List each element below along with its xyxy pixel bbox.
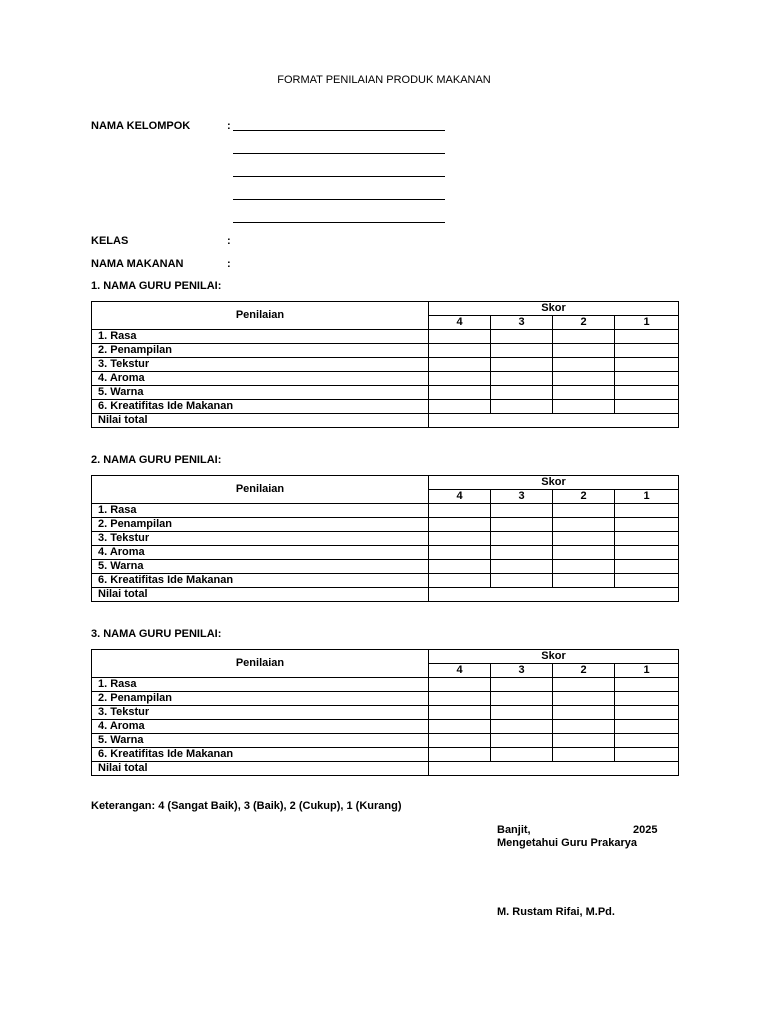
criterion-label: 6. Kreatifitas Ide Makanan xyxy=(92,574,429,588)
score-cell[interactable] xyxy=(615,546,679,560)
criterion-label: 2. Penampilan xyxy=(92,344,429,358)
score-cell[interactable] xyxy=(491,504,553,518)
score-cell[interactable] xyxy=(615,504,679,518)
score-cell[interactable] xyxy=(429,532,491,546)
score-cell[interactable] xyxy=(615,518,679,532)
score-cell[interactable] xyxy=(615,330,679,344)
criterion-label: 6. Kreatifitas Ide Makanan xyxy=(92,748,429,762)
score-cell[interactable] xyxy=(553,358,615,372)
score-cell[interactable] xyxy=(429,518,491,532)
score-cell[interactable] xyxy=(615,574,679,588)
total-row xyxy=(92,762,679,776)
score-cell[interactable] xyxy=(429,400,491,414)
table-row xyxy=(92,546,679,560)
table-row xyxy=(92,518,679,532)
score-4-header: 4 xyxy=(429,490,491,504)
score-cell[interactable] xyxy=(491,372,553,386)
score-cell[interactable] xyxy=(429,372,491,386)
criterion-label: 1. Rasa xyxy=(92,678,429,692)
criterion-label: 3. Tekstur xyxy=(92,706,429,720)
table-row xyxy=(92,504,679,518)
nama-kelompok-colon: : xyxy=(227,120,231,132)
criterion-label: 4. Aroma xyxy=(92,372,429,386)
score-cell[interactable] xyxy=(491,734,553,748)
nama-kelompok-line-3[interactable] xyxy=(233,176,445,177)
score-cell[interactable] xyxy=(429,706,491,720)
score-cell[interactable] xyxy=(491,358,553,372)
skor-header: Skor xyxy=(429,650,679,664)
table-row xyxy=(92,372,679,386)
score-cell[interactable] xyxy=(491,720,553,734)
score-cell[interactable] xyxy=(615,692,679,706)
section-3-heading: 3. NAMA GURU PENILAI: xyxy=(91,628,222,640)
criterion-label: 3. Tekstur xyxy=(92,358,429,372)
criterion-label: 5. Warna xyxy=(92,386,429,400)
criterion-label: 4. Aroma xyxy=(92,720,429,734)
score-cell[interactable] xyxy=(491,330,553,344)
table-row xyxy=(92,560,679,574)
nama-kelompok-line-4[interactable] xyxy=(233,199,445,200)
score-cell[interactable] xyxy=(615,344,679,358)
score-1-header: 1 xyxy=(615,664,679,678)
signature-role: Mengetahui Guru Prakarya xyxy=(497,837,637,849)
score-cell[interactable] xyxy=(429,330,491,344)
score-cell[interactable] xyxy=(429,358,491,372)
signature-name: M. Rustam Rifai, M.Pd. xyxy=(497,906,615,918)
score-cell[interactable] xyxy=(615,386,679,400)
score-cell[interactable] xyxy=(491,344,553,358)
criterion-label: 1. Rasa xyxy=(92,504,429,518)
penilaian-header: Penilaian xyxy=(92,476,429,504)
skor-header: Skor xyxy=(429,302,679,316)
score-cell[interactable] xyxy=(553,734,615,748)
score-cell[interactable] xyxy=(615,678,679,692)
score-3-header: 3 xyxy=(491,490,553,504)
total-row xyxy=(92,588,679,602)
signature-year: 2025 xyxy=(633,824,658,836)
score-1-header: 1 xyxy=(615,316,679,330)
nama-makanan-label: NAMA MAKANAN xyxy=(91,258,184,270)
score-cell[interactable] xyxy=(553,560,615,574)
score-cell[interactable] xyxy=(429,560,491,574)
keterangan-note: Keterangan: 4 (Sangat Baik), 3 (Baik), 2 (Cukup), 1 (Kurang) xyxy=(91,800,402,812)
total-row xyxy=(92,414,679,428)
total-cell[interactable] xyxy=(429,414,679,428)
signature-place: Banjit, xyxy=(497,824,531,836)
score-cell[interactable] xyxy=(553,678,615,692)
score-table-3 xyxy=(91,649,679,776)
document-title: FORMAT PENILAIAN PRODUK MAKANAN xyxy=(277,74,491,86)
score-cell[interactable] xyxy=(491,748,553,762)
nama-makanan-colon: : xyxy=(227,258,231,270)
table-row xyxy=(92,532,679,546)
kelas-label: KELAS xyxy=(91,235,129,247)
table-row xyxy=(92,386,679,400)
score-cell[interactable] xyxy=(491,532,553,546)
total-label: Nilai total xyxy=(92,588,429,602)
nama-kelompok-line-2[interactable] xyxy=(233,153,445,154)
score-cell[interactable] xyxy=(553,692,615,706)
score-cell[interactable] xyxy=(491,518,553,532)
total-cell[interactable] xyxy=(429,588,679,602)
table-row xyxy=(92,358,679,372)
score-cell[interactable] xyxy=(553,720,615,734)
score-cell[interactable] xyxy=(553,532,615,546)
table-row xyxy=(92,706,679,720)
table-row xyxy=(92,344,679,358)
score-cell[interactable] xyxy=(491,678,553,692)
criterion-label: 3. Tekstur xyxy=(92,532,429,546)
score-cell[interactable] xyxy=(429,504,491,518)
score-2-header: 2 xyxy=(553,316,615,330)
score-cell[interactable] xyxy=(491,560,553,574)
score-cell[interactable] xyxy=(491,692,553,706)
score-cell[interactable] xyxy=(553,574,615,588)
score-cell[interactable] xyxy=(429,574,491,588)
score-cell[interactable] xyxy=(491,574,553,588)
penilaian-header: Penilaian xyxy=(92,302,429,330)
score-cell[interactable] xyxy=(429,678,491,692)
score-cell[interactable] xyxy=(615,400,679,414)
score-cell[interactable] xyxy=(615,560,679,574)
score-cell[interactable] xyxy=(491,706,553,720)
score-cell[interactable] xyxy=(553,504,615,518)
score-cell[interactable] xyxy=(553,344,615,358)
kelas-colon: : xyxy=(227,235,231,247)
criterion-label: 1. Rasa xyxy=(92,330,429,344)
score-cell[interactable] xyxy=(429,386,491,400)
nama-kelompok-line-1[interactable] xyxy=(233,130,445,131)
criterion-label: 6. Kreatifitas Ide Makanan xyxy=(92,400,429,414)
section-2-heading: 2. NAMA GURU PENILAI: xyxy=(91,454,222,466)
score-cell[interactable] xyxy=(429,734,491,748)
score-cell[interactable] xyxy=(491,546,553,560)
table-row xyxy=(92,720,679,734)
criterion-label: 5. Warna xyxy=(92,734,429,748)
section-1-heading: 1. NAMA GURU PENILAI: xyxy=(91,280,222,292)
table-row xyxy=(92,330,679,344)
score-cell[interactable] xyxy=(429,748,491,762)
score-cell[interactable] xyxy=(553,518,615,532)
score-cell[interactable] xyxy=(615,748,679,762)
score-cell[interactable] xyxy=(615,706,679,720)
score-cell[interactable] xyxy=(429,720,491,734)
score-cell[interactable] xyxy=(491,400,553,414)
score-cell[interactable] xyxy=(491,386,553,400)
criterion-label: 5. Warna xyxy=(92,560,429,574)
nama-kelompok-line-5[interactable] xyxy=(233,222,445,223)
score-cell[interactable] xyxy=(615,358,679,372)
table-row xyxy=(92,574,679,588)
score-cell[interactable] xyxy=(429,546,491,560)
score-cell[interactable] xyxy=(553,386,615,400)
skor-header: Skor xyxy=(429,476,679,490)
score-3-header: 3 xyxy=(491,664,553,678)
total-cell[interactable] xyxy=(429,762,679,776)
criterion-label: 4. Aroma xyxy=(92,546,429,560)
table-row xyxy=(92,400,679,414)
score-cell[interactable] xyxy=(553,706,615,720)
score-4-header: 4 xyxy=(429,664,491,678)
table-row xyxy=(92,734,679,748)
score-cell[interactable] xyxy=(553,748,615,762)
score-cell[interactable] xyxy=(429,692,491,706)
table-row xyxy=(92,748,679,762)
score-2-header: 2 xyxy=(553,490,615,504)
table-row xyxy=(92,678,679,692)
score-table-2 xyxy=(91,475,679,602)
criterion-label: 2. Penampilan xyxy=(92,692,429,706)
score-cell[interactable] xyxy=(615,734,679,748)
score-2-header: 2 xyxy=(553,664,615,678)
nama-kelompok-label: NAMA KELOMPOK xyxy=(91,120,191,132)
score-3-header: 3 xyxy=(491,316,553,330)
total-label: Nilai total xyxy=(92,762,429,776)
score-cell[interactable] xyxy=(553,546,615,560)
score-cell[interactable] xyxy=(553,372,615,386)
score-cell[interactable] xyxy=(553,400,615,414)
score-1-header: 1 xyxy=(615,490,679,504)
total-label: Nilai total xyxy=(92,414,429,428)
penilaian-header: Penilaian xyxy=(92,650,429,678)
criterion-label: 2. Penampilan xyxy=(92,518,429,532)
score-4-header: 4 xyxy=(429,316,491,330)
score-cell[interactable] xyxy=(615,372,679,386)
score-table-1 xyxy=(91,301,679,428)
score-cell[interactable] xyxy=(615,532,679,546)
table-row xyxy=(92,692,679,706)
score-cell[interactable] xyxy=(429,344,491,358)
score-cell[interactable] xyxy=(553,330,615,344)
score-cell[interactable] xyxy=(615,720,679,734)
